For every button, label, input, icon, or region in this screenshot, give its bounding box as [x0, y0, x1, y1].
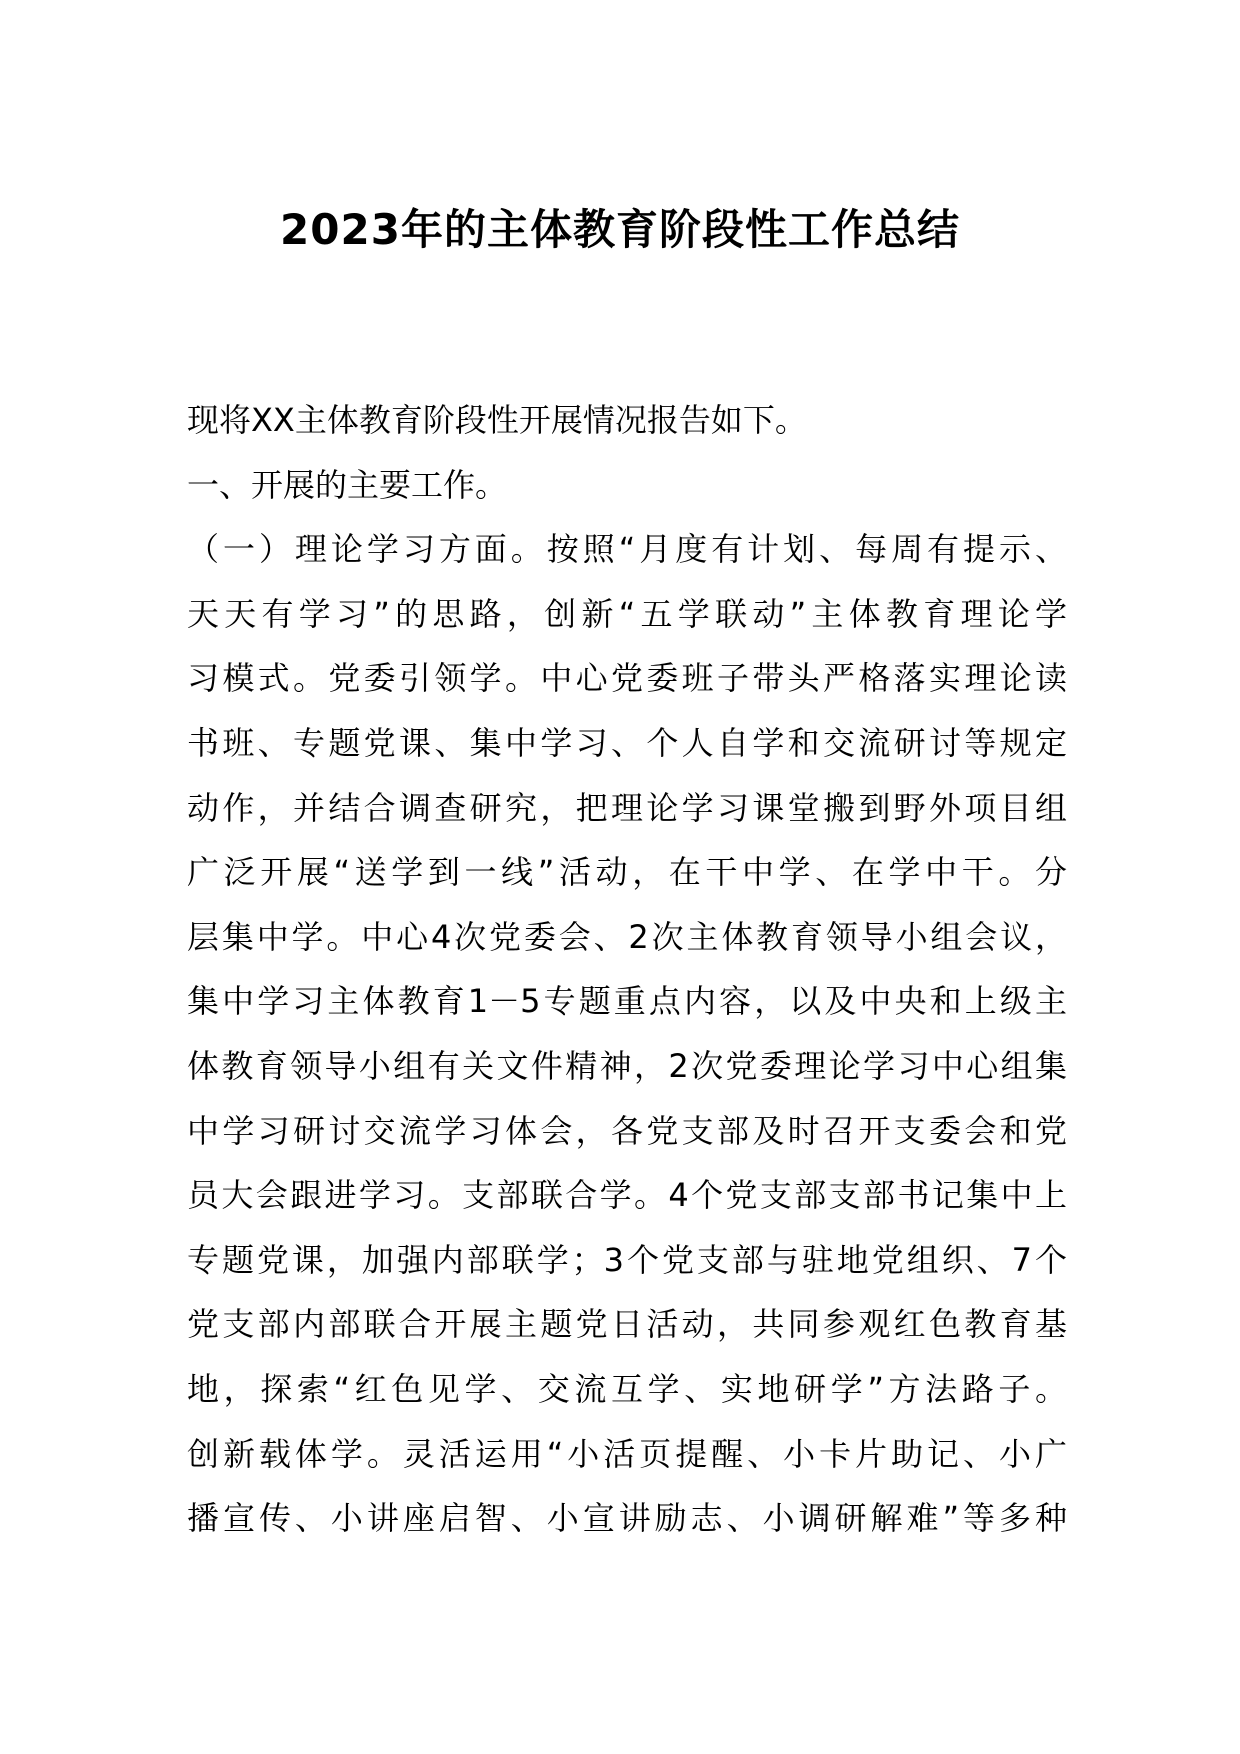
document-title: 2023年的主体教育阶段性工作总结 [280, 205, 960, 254]
body-line: 创新载体学。灵活运用“小活页提醒、小卡片助记、小广 [187, 1434, 1067, 1473]
body-line: 党支部内部联合开展主题党日活动，共同参观红色教育基 [187, 1305, 1067, 1344]
body-line: 习模式。党委引领学。中心党委班子带头严格落实理论读 [187, 659, 1067, 698]
body-line: 书班、专题党课、集中学习、个人自学和交流研讨等规定 [187, 723, 1067, 762]
body-line: 广泛开展“送学到一线”活动，在干中学、在学中干。分 [187, 853, 1067, 892]
body-line: 专题党课，加强内部联学；3个党支部与驻地党组织、7个 [187, 1240, 1067, 1279]
body-line: 体教育领导小组有关文件精神，2次党委理论学习中心组集 [187, 1046, 1067, 1085]
body-line: 天天有学习”的思路，创新“五学联动”主体教育理论学 [187, 594, 1067, 633]
body-line: 动作，并结合调查研究，把理论学习课堂搬到野外项目组 [187, 788, 1067, 827]
body-line: 播宣传、小讲座启智、小宣讲励志、小调研解难”等多种 [187, 1499, 1067, 1538]
body-line: 集中学习主体教育1－5专题重点内容，以及中央和上级主 [187, 982, 1067, 1021]
body-line: 一、开展的主要工作。 [187, 465, 508, 504]
body-line: 员大会跟进学习。支部联合学。4个党支部支部书记集中上 [187, 1176, 1067, 1215]
body-line: 层集中学。中心4次党委会、2次主体教育领导小组会议， [187, 917, 1067, 956]
body-line: 中学习研讨交流学习体会，各党支部及时召开支委会和党 [187, 1111, 1067, 1150]
body-line: （一）理论学习方面。按照“月度有计划、每周有提示、 [187, 530, 1067, 569]
document-body [187, 388, 1067, 1551]
body-line: 现将XX主体教育阶段性开展情况报告如下。 [187, 401, 807, 439]
body-line: 地，探索“红色见学、交流互学、实地研学”方法路子。 [187, 1369, 1067, 1408]
